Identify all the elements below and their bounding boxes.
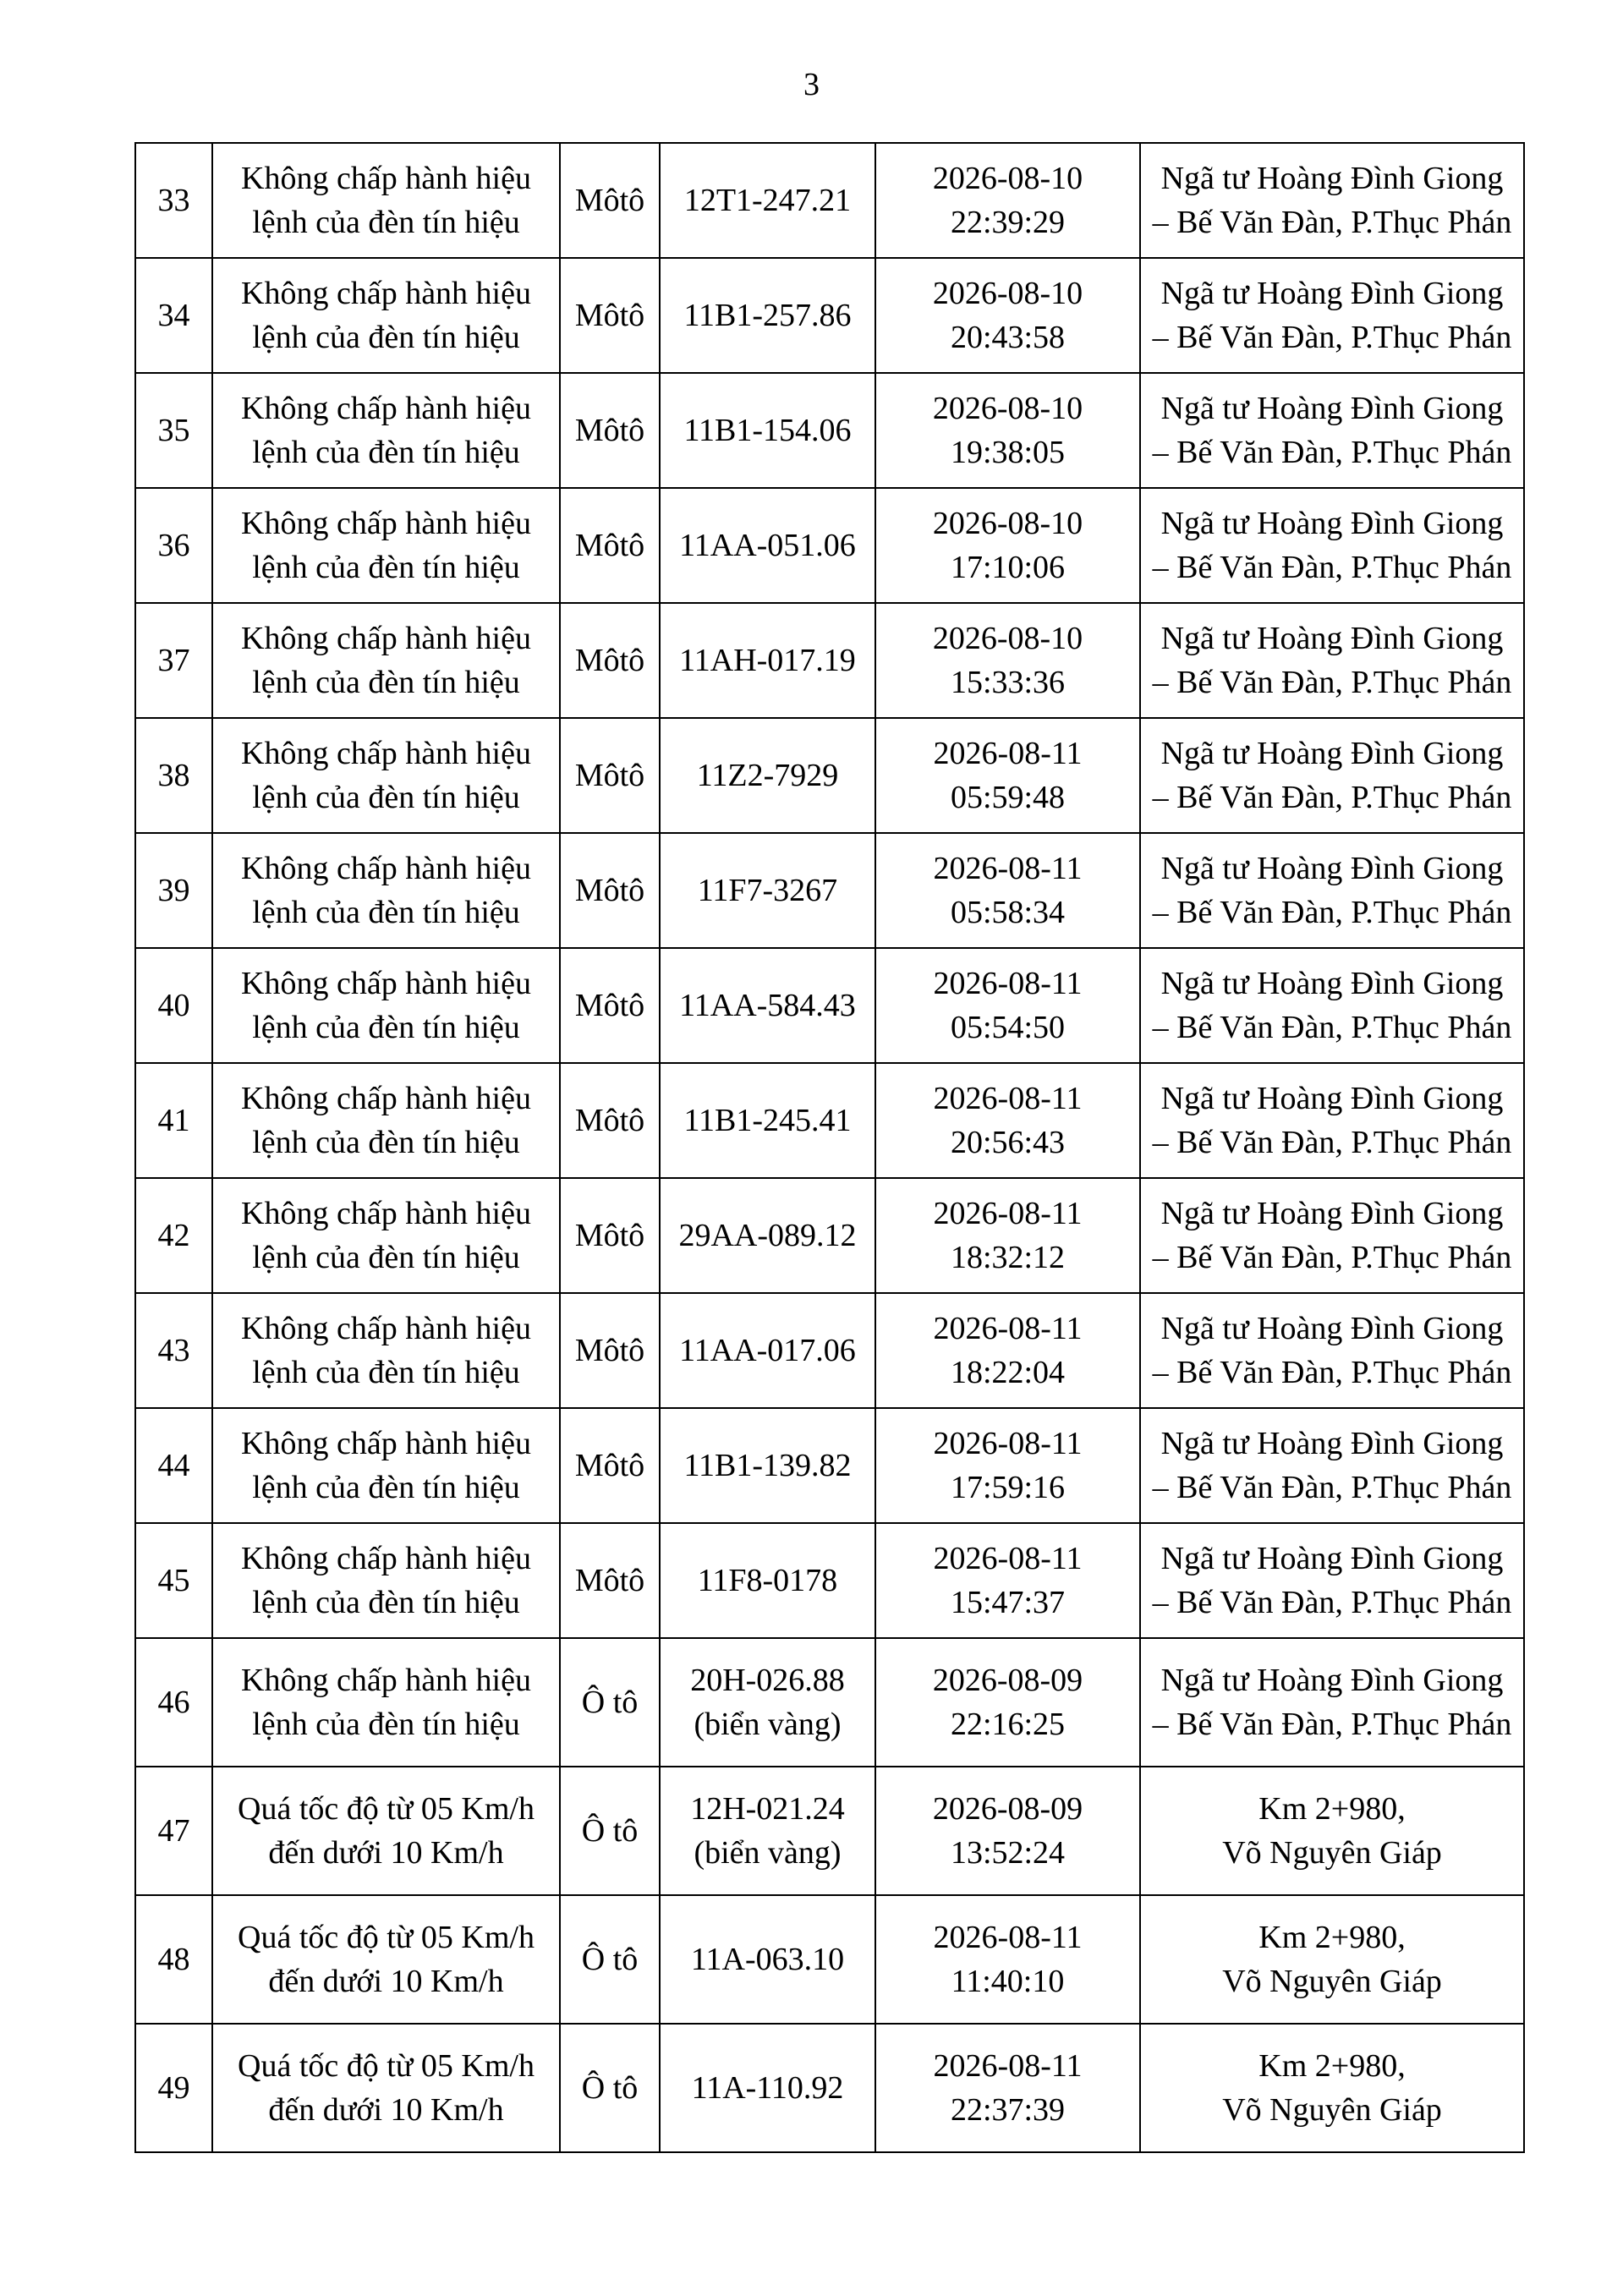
violation-cell-line: lệnh của đèn tín hiệu <box>252 780 520 815</box>
license-plate-cell-line: (biển vàng) <box>694 1707 842 1742</box>
license-plate-cell <box>660 1178 875 1293</box>
location-cell <box>1140 1523 1524 1638</box>
row-number-cell: 33 <box>135 143 212 258</box>
violation-cell-line: Không chấp hành hiệu <box>241 506 531 541</box>
row-number-cell: 34 <box>135 258 212 373</box>
violation-cell-line: Không chấp hành hiệu <box>241 391 531 426</box>
location-cell <box>1140 1638 1524 1767</box>
vehicle-type-cell: Môtô <box>560 603 660 718</box>
location-cell-line: – Bế Văn Đàn, P.Thục Phán <box>1152 320 1512 355</box>
location-cell-line: Ngã tư Hoàng Đình Giong <box>1160 1541 1504 1576</box>
location-cell-line: – Bế Văn Đàn, P.Thục Phán <box>1152 1355 1512 1390</box>
vehicle-type-cell: Môtô <box>560 833 660 948</box>
violation-cell-line: Không chấp hành hiệu <box>241 1663 531 1698</box>
violation-cell <box>212 1178 560 1293</box>
timestamp-cell-line: 05:59:48 <box>950 780 1066 815</box>
timestamp-cell-line: 19:38:05 <box>950 435 1066 470</box>
timestamp-cell-line: 2026-08-11 <box>933 736 1083 771</box>
timestamp-cell <box>875 1063 1140 1178</box>
table-row <box>135 1767 1524 1895</box>
timestamp-cell-line: 18:22:04 <box>950 1355 1066 1390</box>
location-cell-line: Ngã tư Hoàng Đình Giong <box>1160 1426 1504 1461</box>
violations-table <box>134 142 1525 2153</box>
license-plate-cell <box>660 603 875 718</box>
timestamp-cell-line: 18:32:12 <box>950 1240 1066 1275</box>
location-cell <box>1140 1767 1524 1895</box>
timestamp-cell-line: 2026-08-10 <box>932 391 1083 426</box>
license-plate-cell-line: (biển vàng) <box>694 1835 842 1871</box>
location-cell-line: Võ Nguyên Giáp <box>1222 1835 1442 1871</box>
violation-cell <box>212 718 560 833</box>
vehicle-type-cell: Ô tô <box>560 1767 660 1895</box>
violation-cell <box>212 1293 560 1408</box>
vehicle-type-cell: Môtô <box>560 1178 660 1293</box>
violation-cell <box>212 1408 560 1523</box>
location-cell-line: – Bế Văn Đàn, P.Thục Phán <box>1152 1470 1512 1505</box>
location-cell-line: Ngã tư Hoàng Đình Giong <box>1160 391 1504 426</box>
vehicle-type-cell: Môtô <box>560 258 660 373</box>
row-number-cell: 40 <box>135 948 212 1063</box>
license-plate-cell <box>660 258 875 373</box>
table-row <box>135 1408 1524 1523</box>
location-cell-line: – Bế Văn Đàn, P.Thục Phán <box>1152 205 1512 240</box>
violation-cell-line: đến dưới 10 Km/h <box>268 1835 504 1871</box>
timestamp-cell <box>875 1293 1140 1408</box>
timestamp-cell-line: 2026-08-11 <box>933 1311 1083 1346</box>
license-plate-cell <box>660 1638 875 1767</box>
location-cell-line: Ngã tư Hoàng Đình Giong <box>1160 966 1504 1001</box>
violation-cell <box>212 373 560 488</box>
violation-cell-line: Không chấp hành hiệu <box>241 161 531 196</box>
timestamp-cell-line: 13:52:24 <box>950 1835 1066 1871</box>
vehicle-type-cell: Môtô <box>560 948 660 1063</box>
location-cell-line: Ngã tư Hoàng Đình Giong <box>1160 1311 1504 1346</box>
license-plate-cell-line: 11AA-584.43 <box>679 988 856 1023</box>
timestamp-cell-line: 11:40:10 <box>951 1964 1065 1999</box>
location-cell-line: Ngã tư Hoàng Đình Giong <box>1160 1196 1504 1231</box>
violation-cell-line: Không chấp hành hiệu <box>241 1196 531 1231</box>
violation-cell-line: lệnh của đèn tín hiệu <box>252 435 520 470</box>
location-cell <box>1140 2024 1524 2152</box>
license-plate-cell <box>660 1523 875 1638</box>
violation-cell <box>212 1523 560 1638</box>
license-plate-cell-line: 11A-110.92 <box>691 2070 844 2106</box>
violation-cell-line: lệnh của đèn tín hiệu <box>252 1125 520 1160</box>
violation-cell-line: lệnh của đèn tín hiệu <box>252 550 520 585</box>
timestamp-cell-line: 05:54:50 <box>950 1010 1066 1045</box>
violation-cell-line: Không chấp hành hiệu <box>241 1426 531 1461</box>
row-number-cell: 47 <box>135 1767 212 1895</box>
location-cell-line: – Bế Văn Đàn, P.Thục Phán <box>1152 780 1512 815</box>
timestamp-cell-line: 2026-08-11 <box>933 1081 1083 1116</box>
vehicle-type-cell: Môtô <box>560 373 660 488</box>
license-plate-cell-line: 20H-026.88 <box>690 1663 845 1698</box>
row-number-cell: 44 <box>135 1408 212 1523</box>
location-cell-line: – Bế Văn Đàn, P.Thục Phán <box>1152 1707 1512 1742</box>
violation-cell-line: Không chấp hành hiệu <box>241 1311 531 1346</box>
location-cell <box>1140 1408 1524 1523</box>
location-cell-line: Km 2+980, <box>1258 1920 1406 1955</box>
violation-cell <box>212 1638 560 1767</box>
timestamp-cell <box>875 373 1140 488</box>
timestamp-cell <box>875 2024 1140 2152</box>
violation-cell-line: Quá tốc độ từ 05 Km/h <box>238 1920 535 1955</box>
location-cell <box>1140 488 1524 603</box>
location-cell-line: – Bế Văn Đàn, P.Thục Phán <box>1152 550 1512 585</box>
location-cell <box>1140 143 1524 258</box>
timestamp-cell-line: 22:37:39 <box>950 2092 1066 2128</box>
row-number-cell: 43 <box>135 1293 212 1408</box>
location-cell <box>1140 1178 1524 1293</box>
location-cell <box>1140 1293 1524 1408</box>
row-number-cell: 37 <box>135 603 212 718</box>
table-row <box>135 1293 1524 1408</box>
vehicle-type-cell: Môtô <box>560 1293 660 1408</box>
timestamp-cell-line: 2026-08-11 <box>933 966 1083 1001</box>
violation-cell <box>212 2024 560 2152</box>
table-row <box>135 1895 1524 2024</box>
violation-cell-line: đến dưới 10 Km/h <box>268 1964 504 1999</box>
location-cell-line: Ngã tư Hoàng Đình Giong <box>1160 1081 1504 1116</box>
row-number-cell: 45 <box>135 1523 212 1638</box>
timestamp-cell <box>875 603 1140 718</box>
table-row <box>135 1063 1524 1178</box>
license-plate-cell-line: 11Z2-7929 <box>696 758 839 793</box>
license-plate-cell-line: 11B1-139.82 <box>683 1448 852 1483</box>
location-cell-line: Ngã tư Hoàng Đình Giong <box>1160 851 1504 886</box>
violation-cell-line: lệnh của đèn tín hiệu <box>252 1707 520 1742</box>
violation-cell-line: lệnh của đèn tín hiệu <box>252 665 520 700</box>
location-cell <box>1140 833 1524 948</box>
license-plate-cell-line: 12T1-247.21 <box>683 183 852 218</box>
violation-cell-line: lệnh của đèn tín hiệu <box>252 1585 520 1620</box>
license-plate-cell-line: 11AA-017.06 <box>679 1333 856 1368</box>
location-cell-line: Võ Nguyên Giáp <box>1222 2092 1442 2128</box>
violation-cell-line: Không chấp hành hiệu <box>241 1081 531 1116</box>
location-cell-line: – Bế Văn Đàn, P.Thục Phán <box>1152 1240 1512 1275</box>
location-cell-line: – Bế Văn Đàn, P.Thục Phán <box>1152 1010 1512 1045</box>
table-row <box>135 718 1524 833</box>
row-number-cell: 48 <box>135 1895 212 2024</box>
violation-cell-line: đến dưới 10 Km/h <box>268 2092 504 2128</box>
table-row <box>135 833 1524 948</box>
row-number-cell: 49 <box>135 2024 212 2152</box>
timestamp-cell <box>875 488 1140 603</box>
location-cell <box>1140 718 1524 833</box>
table-row <box>135 2024 1524 2152</box>
table-row <box>135 373 1524 488</box>
license-plate-cell-line: 11B1-154.06 <box>683 413 852 448</box>
table-row <box>135 488 1524 603</box>
row-number-cell: 41 <box>135 1063 212 1178</box>
violation-cell-line: lệnh của đèn tín hiệu <box>252 320 520 355</box>
license-plate-cell <box>660 833 875 948</box>
timestamp-cell <box>875 1523 1140 1638</box>
location-cell-line: Ngã tư Hoàng Đình Giong <box>1160 276 1504 311</box>
license-plate-cell-line: 11B1-257.86 <box>683 298 852 333</box>
violation-cell <box>212 1063 560 1178</box>
violation-cell-line: lệnh của đèn tín hiệu <box>252 895 520 930</box>
license-plate-cell <box>660 2024 875 2152</box>
license-plate-cell <box>660 1063 875 1178</box>
violations-table-body <box>135 143 1524 2152</box>
violation-cell <box>212 833 560 948</box>
violation-cell-line: lệnh của đèn tín hiệu <box>252 1010 520 1045</box>
table-row <box>135 948 1524 1063</box>
table-row <box>135 1178 1524 1293</box>
timestamp-cell-line: 22:39:29 <box>950 205 1066 240</box>
violation-cell-line: Không chấp hành hiệu <box>241 621 531 656</box>
location-cell-line: – Bế Văn Đàn, P.Thục Phán <box>1152 895 1512 930</box>
timestamp-cell-line: 2026-08-10 <box>932 276 1083 311</box>
timestamp-cell <box>875 1767 1140 1895</box>
timestamp-cell <box>875 718 1140 833</box>
timestamp-cell <box>875 1408 1140 1523</box>
timestamp-cell-line: 22:16:25 <box>950 1707 1066 1742</box>
license-plate-cell <box>660 373 875 488</box>
violation-cell <box>212 488 560 603</box>
violation-cell <box>212 603 560 718</box>
violation-cell <box>212 1895 560 2024</box>
table-row <box>135 603 1524 718</box>
timestamp-cell-line: 17:59:16 <box>950 1470 1066 1505</box>
vehicle-type-cell: Môtô <box>560 718 660 833</box>
license-plate-cell-line: 11A-063.10 <box>690 1942 845 1977</box>
license-plate-cell-line: 11AH-017.19 <box>679 643 856 678</box>
vehicle-type-cell: Môtô <box>560 143 660 258</box>
location-cell <box>1140 373 1524 488</box>
timestamp-cell <box>875 1178 1140 1293</box>
location-cell-line: – Bế Văn Đàn, P.Thục Phán <box>1152 665 1512 700</box>
row-number-cell: 39 <box>135 833 212 948</box>
license-plate-cell <box>660 143 875 258</box>
vehicle-type-cell: Ô tô <box>560 1638 660 1767</box>
timestamp-cell-line: 2026-08-09 <box>932 1791 1083 1827</box>
vehicle-type-cell: Ô tô <box>560 2024 660 2152</box>
location-cell-line: – Bế Văn Đàn, P.Thục Phán <box>1152 1125 1512 1160</box>
violation-cell <box>212 948 560 1063</box>
violation-cell-line: Không chấp hành hiệu <box>241 276 531 311</box>
page-number: 3 <box>803 67 820 102</box>
timestamp-cell-line: 2026-08-10 <box>932 161 1083 196</box>
location-cell-line: Ngã tư Hoàng Đình Giong <box>1160 621 1504 656</box>
violation-cell-line: Không chấp hành hiệu <box>241 736 531 771</box>
vehicle-type-cell: Môtô <box>560 1063 660 1178</box>
license-plate-cell-line: 29AA-089.12 <box>678 1218 857 1253</box>
location-cell <box>1140 1895 1524 2024</box>
timestamp-cell <box>875 1895 1140 2024</box>
license-plate-cell-line: 12H-021.24 <box>690 1791 845 1827</box>
violation-cell <box>212 143 560 258</box>
location-cell-line: – Bế Văn Đàn, P.Thục Phán <box>1152 435 1512 470</box>
license-plate-cell <box>660 1408 875 1523</box>
location-cell-line: Ngã tư Hoàng Đình Giong <box>1160 1663 1504 1698</box>
location-cell <box>1140 948 1524 1063</box>
location-cell <box>1140 1063 1524 1178</box>
row-number-cell: 46 <box>135 1638 212 1767</box>
license-plate-cell-line: 11F8-0178 <box>697 1563 838 1598</box>
timestamp-cell-line: 2026-08-11 <box>933 851 1083 886</box>
license-plate-cell <box>660 718 875 833</box>
timestamp-cell <box>875 833 1140 948</box>
table-row <box>135 1523 1524 1638</box>
vehicle-type-cell: Môtô <box>560 1523 660 1638</box>
row-number-cell: 36 <box>135 488 212 603</box>
timestamp-cell-line: 2026-08-09 <box>932 1663 1083 1698</box>
location-cell-line: – Bế Văn Đàn, P.Thục Phán <box>1152 1585 1512 1620</box>
timestamp-cell <box>875 1638 1140 1767</box>
timestamp-cell-line: 20:56:43 <box>950 1125 1066 1160</box>
violation-cell-line: lệnh của đèn tín hiệu <box>252 205 520 240</box>
timestamp-cell-line: 20:43:58 <box>950 320 1066 355</box>
timestamp-cell-line: 2026-08-10 <box>932 621 1083 656</box>
timestamp-cell <box>875 948 1140 1063</box>
timestamp-cell-line: 17:10:06 <box>950 550 1066 585</box>
vehicle-type-cell: Ô tô <box>560 1895 660 2024</box>
location-cell-line: Km 2+980, <box>1258 2048 1406 2084</box>
timestamp-cell-line: 2026-08-11 <box>933 1920 1083 1955</box>
license-plate-cell <box>660 488 875 603</box>
license-plate-cell-line: 11AA-051.06 <box>679 528 856 563</box>
timestamp-cell <box>875 258 1140 373</box>
violation-cell-line: lệnh của đèn tín hiệu <box>252 1355 520 1390</box>
timestamp-cell-line: 15:33:36 <box>950 665 1066 700</box>
location-cell <box>1140 603 1524 718</box>
location-cell <box>1140 258 1524 373</box>
license-plate-cell <box>660 1293 875 1408</box>
violation-cell-line: lệnh của đèn tín hiệu <box>252 1240 520 1275</box>
timestamp-cell-line: 15:47:37 <box>950 1585 1066 1620</box>
violation-cell-line: lệnh của đèn tín hiệu <box>252 1470 520 1505</box>
timestamp-cell-line: 2026-08-11 <box>933 2048 1083 2084</box>
violation-cell-line: Quá tốc độ từ 05 Km/h <box>238 2048 535 2084</box>
location-cell-line: Ngã tư Hoàng Đình Giong <box>1160 161 1504 196</box>
timestamp-cell-line: 2026-08-11 <box>933 1196 1083 1231</box>
location-cell-line: Võ Nguyên Giáp <box>1222 1964 1442 1999</box>
violation-cell <box>212 258 560 373</box>
row-number-cell: 42 <box>135 1178 212 1293</box>
license-plate-cell <box>660 1767 875 1895</box>
timestamp-cell <box>875 143 1140 258</box>
timestamp-cell-line: 2026-08-11 <box>933 1541 1083 1576</box>
row-number-cell: 35 <box>135 373 212 488</box>
location-cell-line: Km 2+980, <box>1258 1791 1406 1827</box>
license-plate-cell-line: 11F7-3267 <box>697 873 838 908</box>
violation-cell <box>212 1767 560 1895</box>
violation-cell-line: Không chấp hành hiệu <box>241 851 531 886</box>
timestamp-cell-line: 05:58:34 <box>950 895 1066 930</box>
vehicle-type-cell: Môtô <box>560 1408 660 1523</box>
vehicle-type-cell: Môtô <box>560 488 660 603</box>
violation-cell-line: Không chấp hành hiệu <box>241 966 531 1001</box>
location-cell-line: Ngã tư Hoàng Đình Giong <box>1160 736 1504 771</box>
violation-cell-line: Quá tốc độ từ 05 Km/h <box>238 1791 535 1827</box>
license-plate-cell-line: 11B1-245.41 <box>683 1103 852 1138</box>
violation-cell-line: Không chấp hành hiệu <box>241 1541 531 1576</box>
table-row <box>135 143 1524 258</box>
location-cell-line: Ngã tư Hoàng Đình Giong <box>1160 506 1504 541</box>
table-row <box>135 258 1524 373</box>
table-row <box>135 1638 1524 1767</box>
row-number-cell: 38 <box>135 718 212 833</box>
timestamp-cell-line: 2026-08-11 <box>933 1426 1083 1461</box>
license-plate-cell <box>660 948 875 1063</box>
license-plate-cell <box>660 1895 875 2024</box>
timestamp-cell-line: 2026-08-10 <box>932 506 1083 541</box>
